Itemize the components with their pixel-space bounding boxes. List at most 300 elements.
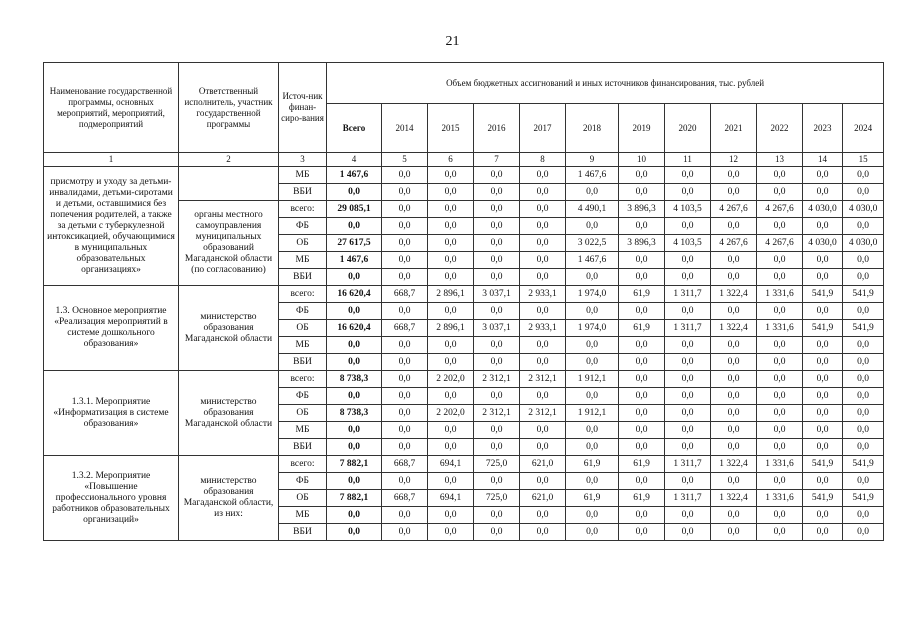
year-value-cell: 1 322,4 [711,286,757,303]
year-value-cell: 4 267,6 [757,235,803,252]
year-value-cell: 0,0 [803,269,843,286]
column-number: 9 [566,153,619,167]
total-cell: 0,0 [327,473,382,490]
year-value-cell: 0,0 [757,269,803,286]
year-value-cell: 1 322,4 [711,320,757,337]
year-value-cell: 0,0 [711,473,757,490]
year-value-cell: 668,7 [382,490,428,507]
year-value-cell: 0,0 [566,422,619,439]
year-value-cell: 0,0 [757,371,803,388]
total-cell: 27 617,5 [327,235,382,252]
year-value-cell: 0,0 [474,422,520,439]
year-value-cell: 0,0 [711,405,757,422]
page-number: 21 [445,34,460,49]
year-value-cell: 0,0 [665,422,711,439]
total-cell: 0,0 [327,524,382,541]
year-value-cell: 0,0 [803,303,843,320]
year-value-cell: 0,0 [757,473,803,490]
responsible-executor: органы местного самоуправления муниципальных образований Магаданской области (по согласованию) [179,201,279,286]
year-value-cell: 725,0 [474,490,520,507]
year-value-cell: 0,0 [711,371,757,388]
year-value-cell: 621,0 [520,456,566,473]
year-value-cell: 0,0 [382,337,428,354]
year-value-cell: 1 311,7 [665,456,711,473]
column-number: 15 [843,153,884,167]
year-value-cell: 0,0 [520,303,566,320]
table-row [44,286,884,303]
year-value-cell: 725,0 [474,456,520,473]
year-value-cell: 0,0 [711,303,757,320]
year-value-cell: 0,0 [474,439,520,456]
column-number: 4 [327,153,382,167]
year-value-cell: 1 331,6 [757,320,803,337]
year-value-cell: 0,0 [803,184,843,201]
year-value-cell: 4 267,6 [711,201,757,218]
year-value-cell: 0,0 [382,439,428,456]
year-value-cell: 2 312,1 [474,405,520,422]
total-cell: 8 738,3 [327,371,382,388]
total-cell: 0,0 [327,184,382,201]
year-value-cell: 2 202,0 [428,371,474,388]
year-value-cell: 0,0 [843,167,884,184]
year-value-cell: 0,0 [757,252,803,269]
year-value-cell: 4 030,0 [843,235,884,252]
funding-source: МБ [279,422,327,439]
year-value-cell: 1 912,1 [566,371,619,388]
year-value-cell: 0,0 [843,473,884,490]
year-value-cell: 3 037,1 [474,286,520,303]
year-value-cell: 4 103,5 [665,235,711,252]
year-value-cell: 0,0 [474,201,520,218]
year-value-cell: 0,0 [474,167,520,184]
year-value-cell: 0,0 [428,473,474,490]
year-value-cell: 61,9 [619,456,665,473]
year-value-cell: 0,0 [757,388,803,405]
year-value-cell: 0,0 [428,201,474,218]
measure-name: присмотру и уходу за детьми-инвалидами, детьми-сиротами и детьми, оставшимися без попечения родителей, а также за детьми с туберкулезной интоксикацией, обучающимися в муниципальных образовательных организациях» [44,167,179,286]
year-value-cell: 3 037,1 [474,320,520,337]
year-value-cell: 0,0 [711,354,757,371]
year-value-cell: 0,0 [803,507,843,524]
header-budget-title: Объем бюджетных ассигнований и иных источников финансирования, тыс. рублей [327,63,884,104]
year-value-cell: 0,0 [566,269,619,286]
year-value-cell: 1 322,4 [711,490,757,507]
year-value-cell: 0,0 [474,507,520,524]
year-value-cell: 0,0 [843,337,884,354]
year-value-cell: 0,0 [665,524,711,541]
responsible-executor: министерство образования Магаданской области [179,286,279,371]
total-cell: 16 620,4 [327,286,382,303]
total-cell: 7 882,1 [327,490,382,507]
year-value-cell: 0,0 [428,422,474,439]
header-year: 2017 [520,104,566,153]
year-value-cell: 0,0 [665,167,711,184]
year-value-cell: 0,0 [619,507,665,524]
total-cell: 0,0 [327,303,382,320]
column-number: 8 [520,153,566,167]
year-value-cell: 0,0 [382,252,428,269]
year-value-cell: 0,0 [382,524,428,541]
total-cell: 8 738,3 [327,405,382,422]
year-value-cell: 0,0 [520,167,566,184]
table-row [44,371,884,388]
year-value-cell: 0,0 [757,524,803,541]
measure-name: 1.3. Основное мероприятие «Реализация мероприятий в системе дошкольного образования» [44,286,179,371]
year-value-cell: 0,0 [619,422,665,439]
year-value-cell: 1 331,6 [757,490,803,507]
year-value-cell: 2 312,1 [520,405,566,422]
year-value-cell: 541,9 [843,320,884,337]
year-value-cell: 0,0 [382,507,428,524]
total-cell: 1 467,6 [327,252,382,269]
year-value-cell: 0,0 [474,184,520,201]
year-value-cell: 0,0 [566,524,619,541]
year-value-cell: 0,0 [665,388,711,405]
table-body [44,167,884,541]
column-number: 2 [179,153,279,167]
year-value-cell: 1 912,1 [566,405,619,422]
year-value-cell: 4 030,0 [803,201,843,218]
year-value-cell: 0,0 [843,524,884,541]
year-value-cell: 541,9 [803,320,843,337]
year-value-cell: 0,0 [803,371,843,388]
year-value-cell: 0,0 [843,388,884,405]
year-value-cell: 61,9 [619,490,665,507]
year-value-cell: 2 312,1 [474,371,520,388]
year-value-cell: 0,0 [382,235,428,252]
year-value-cell: 694,1 [428,456,474,473]
year-value-cell: 541,9 [843,490,884,507]
year-value-cell: 1 974,0 [566,286,619,303]
year-value-cell: 0,0 [665,473,711,490]
year-value-cell: 0,0 [843,184,884,201]
funding-source: ОБ [279,235,327,252]
year-value-cell: 0,0 [711,252,757,269]
year-value-cell: 0,0 [757,303,803,320]
column-number: 10 [619,153,665,167]
year-value-cell: 0,0 [757,439,803,456]
year-value-cell: 0,0 [619,473,665,490]
funding-source: ОБ [279,320,327,337]
year-value-cell: 0,0 [711,524,757,541]
funding-source: МБ [279,337,327,354]
year-value-cell: 0,0 [520,473,566,490]
year-value-cell: 0,0 [520,507,566,524]
year-value-cell: 0,0 [428,337,474,354]
year-value-cell: 0,0 [382,354,428,371]
year-value-cell: 668,7 [382,286,428,303]
header-year: 2016 [474,104,520,153]
year-value-cell: 1 311,7 [665,320,711,337]
year-value-cell: 0,0 [566,337,619,354]
column-number: 5 [382,153,428,167]
year-value-cell: 0,0 [474,524,520,541]
year-value-cell: 2 202,0 [428,405,474,422]
total-cell: 29 085,1 [327,201,382,218]
year-value-cell: 0,0 [843,252,884,269]
funding-source: всего: [279,371,327,388]
funding-source: ВБИ [279,439,327,456]
column-numbers [44,153,884,167]
header-source: Источ-ник финан-сиро-вания [279,63,327,153]
year-value-cell: 0,0 [566,507,619,524]
year-value-cell: 0,0 [619,184,665,201]
year-value-cell: 1 974,0 [566,320,619,337]
year-value-cell: 0,0 [428,354,474,371]
year-value-cell: 0,0 [711,388,757,405]
funding-source: МБ [279,507,327,524]
year-value-cell: 0,0 [619,439,665,456]
year-value-cell: 1 467,6 [566,252,619,269]
year-value-cell: 621,0 [520,490,566,507]
year-value-cell: 0,0 [428,269,474,286]
year-value-cell: 4 490,1 [566,201,619,218]
year-value-cell: 0,0 [665,507,711,524]
year-value-cell: 1 467,6 [566,167,619,184]
column-number: 6 [428,153,474,167]
year-value-cell: 0,0 [382,405,428,422]
year-value-cell: 0,0 [520,439,566,456]
year-value-cell: 0,0 [428,388,474,405]
year-value-cell: 0,0 [566,388,619,405]
header-year: 2022 [757,104,803,153]
year-value-cell: 0,0 [665,269,711,286]
year-value-cell: 0,0 [803,252,843,269]
total-cell: 16 620,4 [327,320,382,337]
table-header [44,63,884,153]
year-value-cell: 668,7 [382,320,428,337]
year-value-cell: 0,0 [803,337,843,354]
year-value-cell: 0,0 [474,354,520,371]
column-number: 12 [711,153,757,167]
year-value-cell: 61,9 [619,320,665,337]
year-value-cell: 3 896,3 [619,235,665,252]
year-value-cell: 0,0 [520,235,566,252]
year-value-cell: 0,0 [520,218,566,235]
measure-name: 1.3.1. Мероприятие «Информатизация в системе образования» [44,371,179,456]
year-value-cell: 541,9 [803,490,843,507]
funding-source: ВБИ [279,184,327,201]
year-value-cell: 0,0 [803,167,843,184]
table-row [44,456,884,473]
header-year: 2014 [382,104,428,153]
year-value-cell: 0,0 [665,371,711,388]
year-value-cell: 668,7 [382,456,428,473]
year-value-cell: 0,0 [619,167,665,184]
year-value-cell: 0,0 [711,337,757,354]
year-value-cell: 0,0 [665,337,711,354]
funding-source: ВБИ [279,269,327,286]
header-year: 2020 [665,104,711,153]
column-number: 14 [803,153,843,167]
year-value-cell: 541,9 [843,456,884,473]
header-year: 2023 [803,104,843,153]
year-value-cell: 0,0 [382,422,428,439]
year-value-cell: 0,0 [474,337,520,354]
year-value-cell: 0,0 [428,252,474,269]
funding-source: МБ [279,167,327,184]
column-number: 13 [757,153,803,167]
funding-source: ВБИ [279,524,327,541]
year-value-cell: 1 311,7 [665,286,711,303]
year-value-cell: 0,0 [757,167,803,184]
year-value-cell: 1 311,7 [665,490,711,507]
year-value-cell: 0,0 [665,218,711,235]
year-value-cell: 4 030,0 [803,235,843,252]
year-value-cell: 0,0 [843,439,884,456]
total-cell: 0,0 [327,337,382,354]
year-value-cell: 0,0 [520,337,566,354]
year-value-cell: 0,0 [757,184,803,201]
year-value-cell: 0,0 [428,167,474,184]
year-value-cell: 0,0 [711,422,757,439]
year-value-cell: 0,0 [757,218,803,235]
total-cell: 0,0 [327,422,382,439]
year-value-cell: 0,0 [757,354,803,371]
year-value-cell: 0,0 [520,252,566,269]
year-value-cell: 0,0 [843,269,884,286]
year-value-cell: 0,0 [843,422,884,439]
year-value-cell: 2 312,1 [520,371,566,388]
year-value-cell: 0,0 [619,218,665,235]
year-value-cell: 0,0 [619,524,665,541]
funding-source: ОБ [279,405,327,422]
year-value-cell: 0,0 [520,184,566,201]
year-value-cell: 0,0 [382,201,428,218]
year-value-cell: 4 103,5 [665,201,711,218]
year-value-cell: 0,0 [803,439,843,456]
year-value-cell: 61,9 [566,456,619,473]
year-value-cell: 0,0 [428,303,474,320]
responsible-executor [179,167,279,201]
funding-source: всего: [279,456,327,473]
year-value-cell: 0,0 [566,218,619,235]
year-value-cell: 0,0 [803,422,843,439]
year-value-cell: 0,0 [520,422,566,439]
year-value-cell: 541,9 [843,286,884,303]
year-value-cell: 3 022,5 [566,235,619,252]
year-value-cell: 0,0 [757,507,803,524]
year-value-cell: 0,0 [711,269,757,286]
responsible-executor: министерство образования Магаданской области, из них: [179,456,279,541]
total-cell: 0,0 [327,388,382,405]
year-value-cell: 1 331,6 [757,456,803,473]
year-value-cell: 0,0 [520,524,566,541]
year-value-cell: 0,0 [474,218,520,235]
header-name: Наименование государственной программы, основных мероприятий, мероприятий, подмероприятий [44,63,179,153]
year-value-cell: 0,0 [803,354,843,371]
year-value-cell: 1 331,6 [757,286,803,303]
budget-table [43,62,884,541]
year-value-cell: 0,0 [619,388,665,405]
year-value-cell: 0,0 [382,269,428,286]
year-value-cell: 0,0 [474,473,520,490]
year-value-cell: 0,0 [428,218,474,235]
year-value-cell: 0,0 [474,235,520,252]
funding-source: всего: [279,286,327,303]
year-value-cell: 0,0 [520,269,566,286]
year-value-cell: 0,0 [843,405,884,422]
header-year: 2018 [566,104,619,153]
year-value-cell: 0,0 [382,473,428,490]
year-value-cell: 0,0 [711,167,757,184]
total-cell: 0,0 [327,269,382,286]
total-cell: 0,0 [327,218,382,235]
year-value-cell: 0,0 [382,388,428,405]
year-value-cell: 0,0 [619,354,665,371]
year-value-cell: 0,0 [757,422,803,439]
year-value-cell: 0,0 [803,524,843,541]
year-value-cell: 694,1 [428,490,474,507]
year-value-cell: 0,0 [665,405,711,422]
year-value-cell: 0,0 [803,473,843,490]
header-year: 2024 [843,104,884,153]
year-value-cell: 0,0 [520,354,566,371]
year-value-cell: 0,0 [619,269,665,286]
year-value-cell: 0,0 [428,235,474,252]
funding-source: ВБИ [279,354,327,371]
year-value-cell: 0,0 [843,303,884,320]
year-value-cell: 0,0 [474,388,520,405]
responsible-executor: министерство образования Магаданской области [179,371,279,456]
funding-source: ФБ [279,388,327,405]
year-value-cell: 61,9 [619,286,665,303]
year-value-cell: 0,0 [566,354,619,371]
year-value-cell: 0,0 [619,303,665,320]
year-value-cell: 0,0 [803,388,843,405]
year-value-cell: 4 267,6 [757,201,803,218]
column-number: 7 [474,153,520,167]
year-value-cell: 61,9 [566,490,619,507]
year-value-cell: 541,9 [803,456,843,473]
column-number: 1 [44,153,179,167]
year-value-cell: 0,0 [474,252,520,269]
year-value-cell: 0,0 [428,184,474,201]
year-value-cell: 4 030,0 [843,201,884,218]
year-value-cell: 0,0 [843,354,884,371]
year-value-cell: 0,0 [665,252,711,269]
year-value-cell: 3 896,3 [619,201,665,218]
year-value-cell: 0,0 [382,371,428,388]
year-value-cell: 1 322,4 [711,456,757,473]
year-value-cell: 0,0 [566,303,619,320]
year-value-cell: 0,0 [619,252,665,269]
header-total: Всего [327,104,382,153]
header-year: 2015 [428,104,474,153]
year-value-cell: 4 267,6 [711,235,757,252]
measure-name: 1.3.2. Мероприятие «Повышение профессионального уровня работников образовательных организаций» [44,456,179,541]
year-value-cell: 0,0 [382,167,428,184]
year-value-cell: 0,0 [757,405,803,422]
funding-source: ФБ [279,303,327,320]
year-value-cell: 0,0 [803,405,843,422]
funding-source: ФБ [279,218,327,235]
year-value-cell: 0,0 [711,184,757,201]
year-value-cell: 0,0 [665,439,711,456]
funding-source: всего: [279,201,327,218]
year-value-cell: 0,0 [619,405,665,422]
year-value-cell: 0,0 [474,269,520,286]
year-value-cell: 2 896,1 [428,320,474,337]
year-value-cell: 0,0 [843,218,884,235]
total-cell: 0,0 [327,507,382,524]
year-value-cell: 2 896,1 [428,286,474,303]
year-value-cell: 0,0 [803,218,843,235]
year-value-cell: 0,0 [665,184,711,201]
year-value-cell: 0,0 [382,303,428,320]
column-number: 3 [279,153,327,167]
year-value-cell: 0,0 [428,507,474,524]
